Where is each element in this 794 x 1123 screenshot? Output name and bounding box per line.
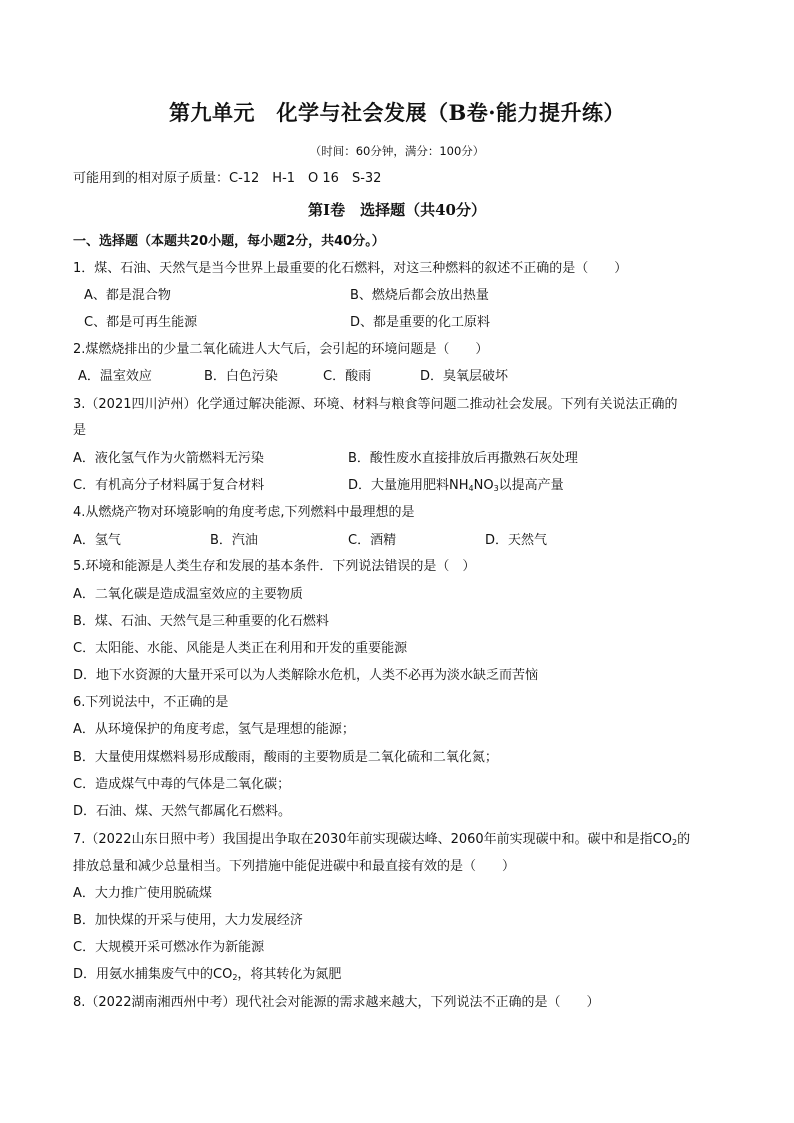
section-title: 第Ⅰ卷 选择题（共40分）	[308, 201, 486, 219]
question-7-stem-text: 7.（2022山东日照中考）我国提出争取在2030年前实现碳达峰、2060年前实现碳中和。碳中和是指CO	[73, 832, 672, 847]
time-and-score: （时间：60分钟，满分：100分）	[309, 144, 485, 158]
question-1-option-d: D、都是重要的化工原料	[350, 315, 491, 330]
question-4-option-b: B．汽油	[210, 533, 258, 548]
question-7-option-c: C．大规模开采可燃冰作为新能源	[73, 940, 265, 955]
question-4-stem: 4.从燃烧产物对环境影响的角度考虑,下列燃料中最理想的是	[73, 505, 415, 520]
question-4-option-c: C．酒精	[348, 533, 397, 548]
question-7-option-d-text: D．用氨水捕集废气中的CO	[73, 967, 233, 982]
page-title: 第九单元 化学与社会发展（B卷·能力提升练）	[168, 100, 626, 125]
question-7-option-d-suffix: ，将其转化为氮肥	[237, 967, 342, 982]
formula-part: NO	[473, 478, 494, 493]
question-1-stem: 1．煤、石油、天然气是当今世界上最重要的化石燃料，对这三种燃料的叙述不正确的是（ ）	[73, 261, 628, 276]
question-5-option-c: C．太阳能、水能、风能是人类正在利用和开发的重要能源	[73, 641, 408, 656]
question-7-stem-cont: 排放总量和减少总量相当。下列措施中能促进碳中和最直接有效的是（ ）	[73, 859, 516, 874]
formula-subscript: 2	[232, 973, 238, 982]
question-3-option-d-text: D．大量施用肥料NH	[348, 478, 469, 493]
question-5-option-b: B．煤、石油、天然气是三种重要的化石燃料	[73, 614, 329, 629]
question-5-option-d: D．地下水资源的大量开采可以为人类解除水危机，人类不必再为淡水缺乏而苦恼	[73, 668, 539, 683]
formula-subscript: 4	[468, 484, 474, 493]
question-1-option-b: B、燃烧后都会放出热量	[350, 288, 489, 303]
question-3-option-a: A．液化氢气作为火箭燃料无污染	[73, 451, 264, 466]
question-5-stem: 5.环境和能源是人类生存和发展的基本条件．下列说法错误的是（ ）	[73, 559, 476, 574]
question-6-stem: 6.下列说法中，不正确的是	[73, 695, 229, 710]
question-3-option-c: C．有机高分子材料属于复合材料	[73, 478, 265, 493]
formula-subscript: 3	[493, 484, 499, 493]
question-7-stem	[73, 831, 690, 852]
question-7-option-b: B．加快煤的开采与使用，大力发展经济	[73, 913, 303, 928]
question-7-stem-suffix: 的	[677, 832, 691, 847]
question-3-option-b: B．酸性废水直接排放后再撒熟石灰处理	[348, 451, 578, 466]
question-6-option-a: A．从环境保护的角度考虑，氢气是理想的能源；	[73, 722, 355, 737]
formula-subscript: 2	[671, 838, 678, 847]
question-3-stem: 3.（2021四川泸州）化学通过解决能源、环境、材料与粮食等问题二推动社会发展。下列有关说法正确的	[73, 397, 678, 412]
question-4-option-a: A．氢气	[73, 533, 121, 548]
question-7-option-d	[73, 966, 341, 987]
question-2-option-a: A．温室效应	[78, 369, 152, 384]
atomic-masses: 可能用到的相对原子质量：C-12 H-1 O 16 S-32	[73, 171, 382, 186]
question-3-stem-cont: 是	[73, 423, 87, 438]
question-3-option-d-suffix: 以提高产量	[498, 478, 564, 493]
question-2-option-c: C．酸雨	[323, 369, 372, 384]
question-6-option-b: B．大量使用煤燃料易形成酸雨，酸雨的主要物质是二氧化硫和二氧化氮；	[73, 750, 498, 765]
question-1-option-c: C、都是可再生能源	[84, 315, 198, 330]
question-1-option-a: A、都是混合物	[84, 288, 171, 303]
question-6-option-d: D．石油、煤、天然气都属化石燃料。	[73, 804, 292, 819]
question-5-option-a: A．二氧化碳是造成温室效应的主要物质	[73, 587, 303, 602]
question-2-stem: 2.煤燃烧排出的少量二氧化硫进人大气后，会引起的环境问题是（ ）	[73, 342, 489, 357]
part-heading: 一、选择题（本题共20小题，每小题2分，共40分。）	[73, 234, 385, 249]
question-3-option-d	[348, 477, 564, 498]
question-2-option-b: B．白色污染	[204, 369, 278, 384]
question-8-stem: 8.（2022湖南湘西州中考）现代社会对能源的需求越来越大，下列说法不正确的是（ ）	[73, 995, 600, 1010]
question-7-option-a: A．大力推广使用脱硫煤	[73, 886, 212, 901]
question-4-option-d: D．天然气	[485, 533, 548, 548]
question-2-option-d: D．臭氧层破坏	[420, 369, 509, 384]
question-6-option-c: C．造成煤气中毒的气体是二氧化碳；	[73, 777, 291, 792]
